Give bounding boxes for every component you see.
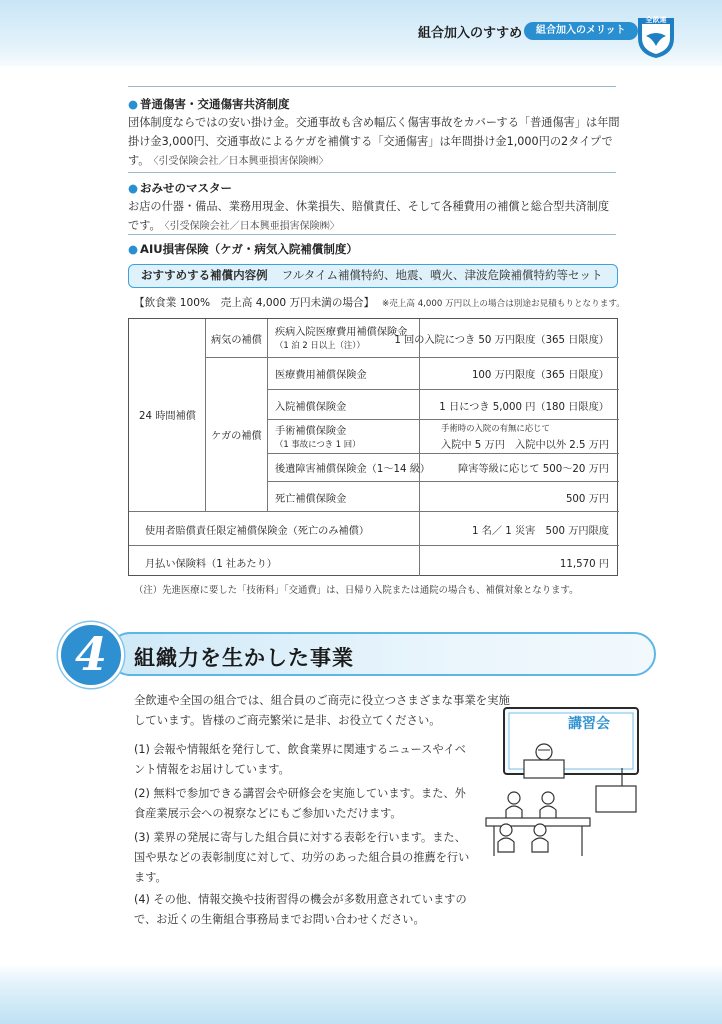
- table-line: [205, 357, 619, 358]
- organization-logo: [634, 12, 678, 60]
- footer-band: [0, 964, 722, 1024]
- section-heading: ● 普通傷害・交通傷害共済制度: [128, 97, 290, 111]
- insurer-note: 〈引受保険会社／日本興亜損害保険㈱〉: [164, 221, 340, 232]
- table-line: [267, 453, 619, 454]
- bullet-dot-icon: ●: [128, 242, 139, 256]
- list-item: (1) 会報や情報紙を発行して、飲食業界に関連するニュースやイベント情報をお届けしています。: [134, 743, 466, 776]
- logo-text: 全飲連: [645, 16, 667, 24]
- table-line: [129, 511, 619, 512]
- seminar-illustration: [484, 706, 644, 864]
- section-title: 組織力を生かした事業: [134, 646, 354, 670]
- divider: [128, 234, 616, 235]
- insurer-note: 〈引受保険会社／日本興亜損害保険㈱〉: [153, 156, 329, 167]
- cell-item: 後遺障害補償保険金（1～14 級）: [275, 464, 431, 475]
- section-number: 4: [58, 622, 124, 688]
- table-line: [205, 319, 206, 511]
- recommend-value: フルタイム補償特約、地震、噴火、津波危険補償特約等セット: [281, 268, 603, 282]
- list-item: (4) その他、情報交換や技術習得の機会が多数用意されていますので、お近くの生衛組合事務局までお問い合わせください。: [134, 893, 467, 926]
- divider: [128, 86, 616, 87]
- section-body: お店の什器・備品、業務用現金、休業損失、賠償責任、そして各種費用の補償と総合型共済制度です。 〈引受保険会社／日本興亜損害保険㈱〉: [128, 200, 610, 232]
- section-intro: 全飲連や全国の組合では、組合員のご商売に役立つさまざまな事業を実施しています。皆様のご商売繁栄に是非、お役立てください。: [134, 693, 510, 727]
- condition-text: 【飲食業 100% 売上高 4,000 万円未満の場合】: [134, 297, 375, 309]
- table-line: [267, 389, 619, 390]
- cell-amount: 100 万円限度（365 日限度）: [471, 370, 609, 381]
- cell-amount-note: 手術時の入院の有無に応じて: [441, 423, 550, 433]
- table-footnote: （注）先進医療に要した「技術料」「交通費」は、日帰り入院または通院の場合も、補償対象となります。: [134, 585, 579, 596]
- list-item: (3) 業界の発展に寄与した組合員に対する表彰を行います。また、国や県などの表彰制度に対して、功労のあった組合員の推薦を行います。: [134, 831, 470, 884]
- header-title: 組合加入のすすめ: [418, 26, 523, 41]
- section-heading: ● AIU損害保険（ケガ・病気入院補償制度）: [128, 242, 358, 256]
- cell-illness-label: 病気の補償: [211, 335, 262, 346]
- cell-item: 入院補償保険金: [275, 402, 347, 413]
- recommend-label: おすすめする補償内容例: [141, 268, 268, 282]
- cell-amount: 1 日につき 5,000 円（180 日限度）: [439, 402, 609, 413]
- cell-amount: 1 名／ 1 災害 500 万円限度: [471, 526, 609, 537]
- cell-amount: 1 回の入院につき 50 万円限度（365 日限度）: [394, 335, 609, 346]
- recommend-bar: [128, 264, 618, 288]
- cell-amount: 500 万円: [565, 494, 609, 505]
- list-item: (2) 無料で参加できる講習会や研修会を実施しています。また、外食産業展示会への視察などにもご参加いただけます。: [134, 787, 466, 820]
- cell-amount: 11,570 円: [559, 559, 609, 570]
- cell-item: 月払い保険料（1 社あたり）: [145, 559, 277, 570]
- cell-item: 疾病入院医療費用補償保険金: [275, 327, 408, 338]
- coverage-table: [128, 318, 618, 576]
- cell-item-sub: （1 事故につき 1 回）: [275, 439, 361, 449]
- bullet-dot-icon: ●: [128, 97, 139, 111]
- bullet-dot-icon: ●: [128, 181, 139, 195]
- table-line: [267, 481, 619, 482]
- section-body: 団体制度ならではの安い掛け金。交通事故も含め幅広く傷害事故をカバーする「普通傷害」は年間掛け金3,000円、交通事故によるケガを補償する「交通傷害」は年間掛け金1,000円の2タイプです。 〈引受保険会社／日本興亜損害保険㈱〉: [128, 116, 620, 167]
- table-line: [267, 419, 619, 420]
- cell-amount: 障害等級に応じて 500～20 万円: [458, 464, 609, 475]
- cell-item: 手術補償保険金: [275, 426, 347, 437]
- cell-item: 使用者賠償責任限定補償保険金（死亡のみ補償）: [145, 526, 370, 537]
- illustration-label: 講習会: [568, 716, 610, 732]
- condition-note: ※売上高 4,000 万円以上の場合は別途お見積もりとなります。: [382, 299, 625, 309]
- cell-item: 死亡補償保険金: [275, 494, 347, 505]
- cell-item: 医療費用補償保険金: [275, 370, 367, 381]
- header-badge: 組合加入のメリット: [524, 22, 638, 40]
- table-line: [129, 545, 619, 546]
- cell-24h: 24 時間補償: [139, 411, 196, 422]
- section-heading: ● おみせのマスター: [128, 181, 233, 195]
- table-line: [267, 319, 268, 511]
- cell-injury-label: ケガの補償: [211, 431, 262, 442]
- cell-amount: 入院中 5 万円 入院中以外 2.5 万円: [441, 440, 610, 451]
- divider: [128, 172, 616, 173]
- cell-item-sub: （1 泊 2 日以上（注））: [275, 340, 365, 350]
